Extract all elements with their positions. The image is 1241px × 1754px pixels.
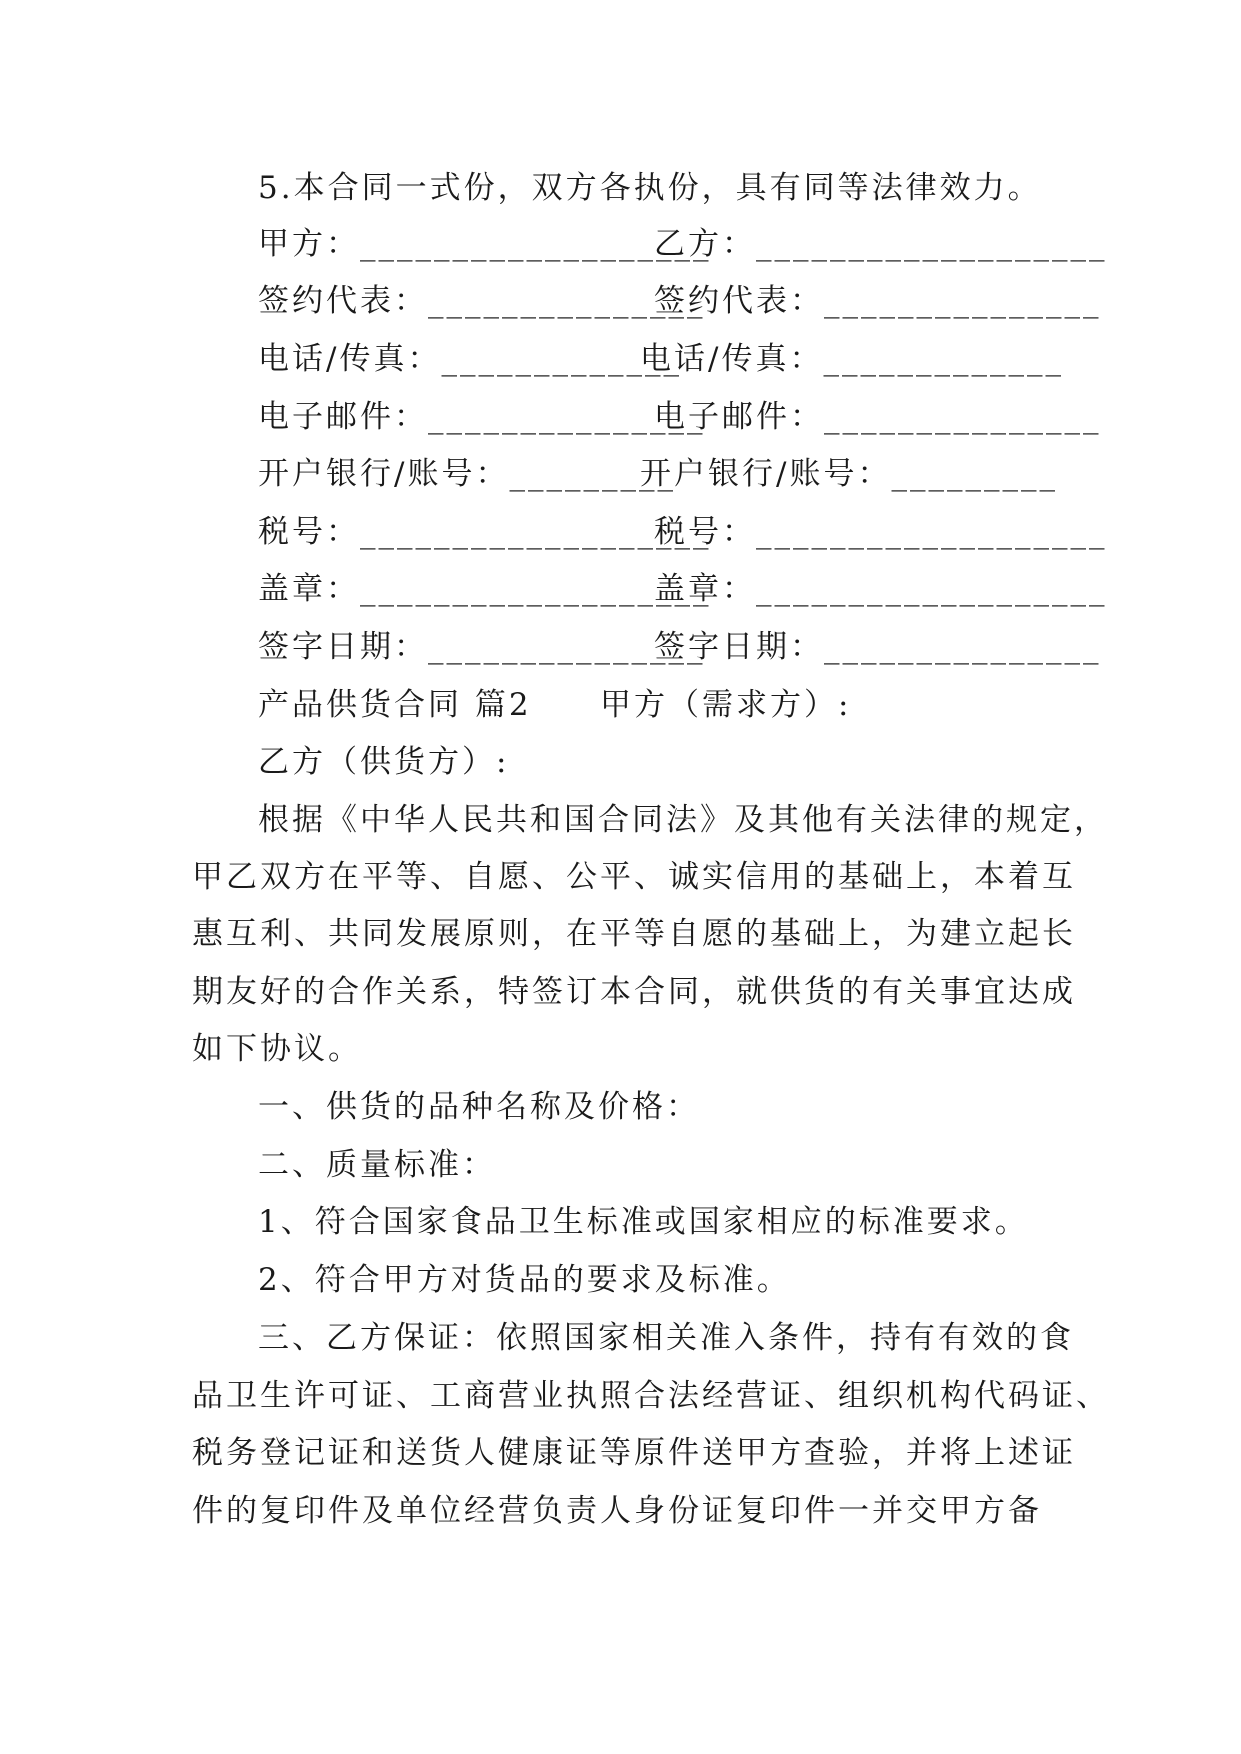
clause-5: 5.本合同一式份，双方各执份，具有同等法律效力。 [258, 170, 1042, 206]
sig-row-phone [258, 339, 1064, 379]
sig-tax-a: 税号：___________________ [258, 514, 712, 550]
sig-phone-a: 电话/传真：_____________ [258, 341, 682, 377]
sig-row-bank [258, 454, 1058, 494]
section-3-line-4: 件的复印件及单位经营负责人身份证复印件一并交甲方备 [192, 1493, 1042, 1529]
sig-date-a: 签字日期：_______________ [258, 629, 706, 665]
sig-row-date [258, 627, 1102, 667]
party-a-demand: 甲方（需求方）: [600, 687, 852, 723]
section-2-item-1: 1、符合国家食品卫生标准或国家相应的标准要求。 [258, 1204, 1029, 1240]
section-3-line-2: 品卫生许可证、工商营业执照合法经营证、组织机构代码证、 [192, 1378, 1110, 1414]
para-1-line-3: 惠互利、共同发展原则，在平等自愿的基础上，为建立起长 [192, 916, 1076, 952]
sig-row-seal [258, 569, 1108, 609]
sig-rep-b: 签约代表：_______________ [654, 283, 1102, 319]
sig-bank-b: 开户银行/账号：_________ [640, 456, 1058, 492]
sig-row-party [258, 224, 1108, 264]
sig-rep-a: 签约代表：_______________ [258, 283, 706, 319]
sig-date-b: 签字日期：_______________ [654, 629, 1102, 665]
sig-email-a: 电子邮件：_______________ [258, 399, 706, 435]
sig-seal-a: 盖章：___________________ [258, 571, 712, 607]
section-2-item-2: 2、符合甲方对货品的要求及标准。 [258, 1262, 791, 1298]
para-1-line-1: 根据《中华人民共和国合同法》及其他有关法律的规定， [258, 802, 1108, 838]
sig-party-b: 乙方：___________________ [654, 226, 1108, 262]
sig-bank-a: 开户银行/账号：_________ [258, 456, 676, 492]
para-1-line-2: 甲乙双方在平等、自愿、公平、诚实信用的基础上，本着互 [192, 859, 1076, 895]
section-2: 二、质量标准： [258, 1147, 496, 1183]
section-3-line-3: 税务登记证和送货人健康证等原件送甲方查验，并将上述证 [192, 1435, 1076, 1471]
sig-phone-b: 电话/传真：_____________ [640, 341, 1064, 377]
para-1-line-5: 如下协议。 [192, 1031, 362, 1067]
sig-row-email [258, 397, 1102, 437]
section-3-line-1: 三、乙方保证：依照国家相关准入条件，持有有效的食 [258, 1320, 1074, 1356]
contract-2-title: 产品供货合同 篇2 [258, 687, 532, 723]
sig-row-tax [258, 512, 1108, 552]
contract-2-heading [258, 685, 852, 725]
para-1-line-4: 期友好的合作关系，特签订本合同，就供货的有关事宜达成 [192, 974, 1076, 1010]
party-b-supply: 乙方（供货方）: [258, 744, 510, 780]
sig-tax-b: 税号：___________________ [654, 514, 1108, 550]
sig-row-rep [258, 281, 1102, 321]
section-1: 一、供货的品种名称及价格： [258, 1089, 700, 1125]
sig-seal-b: 盖章：___________________ [654, 571, 1108, 607]
sig-email-b: 电子邮件：_______________ [654, 399, 1102, 435]
sig-party-a: 甲方：___________________ [258, 226, 712, 262]
